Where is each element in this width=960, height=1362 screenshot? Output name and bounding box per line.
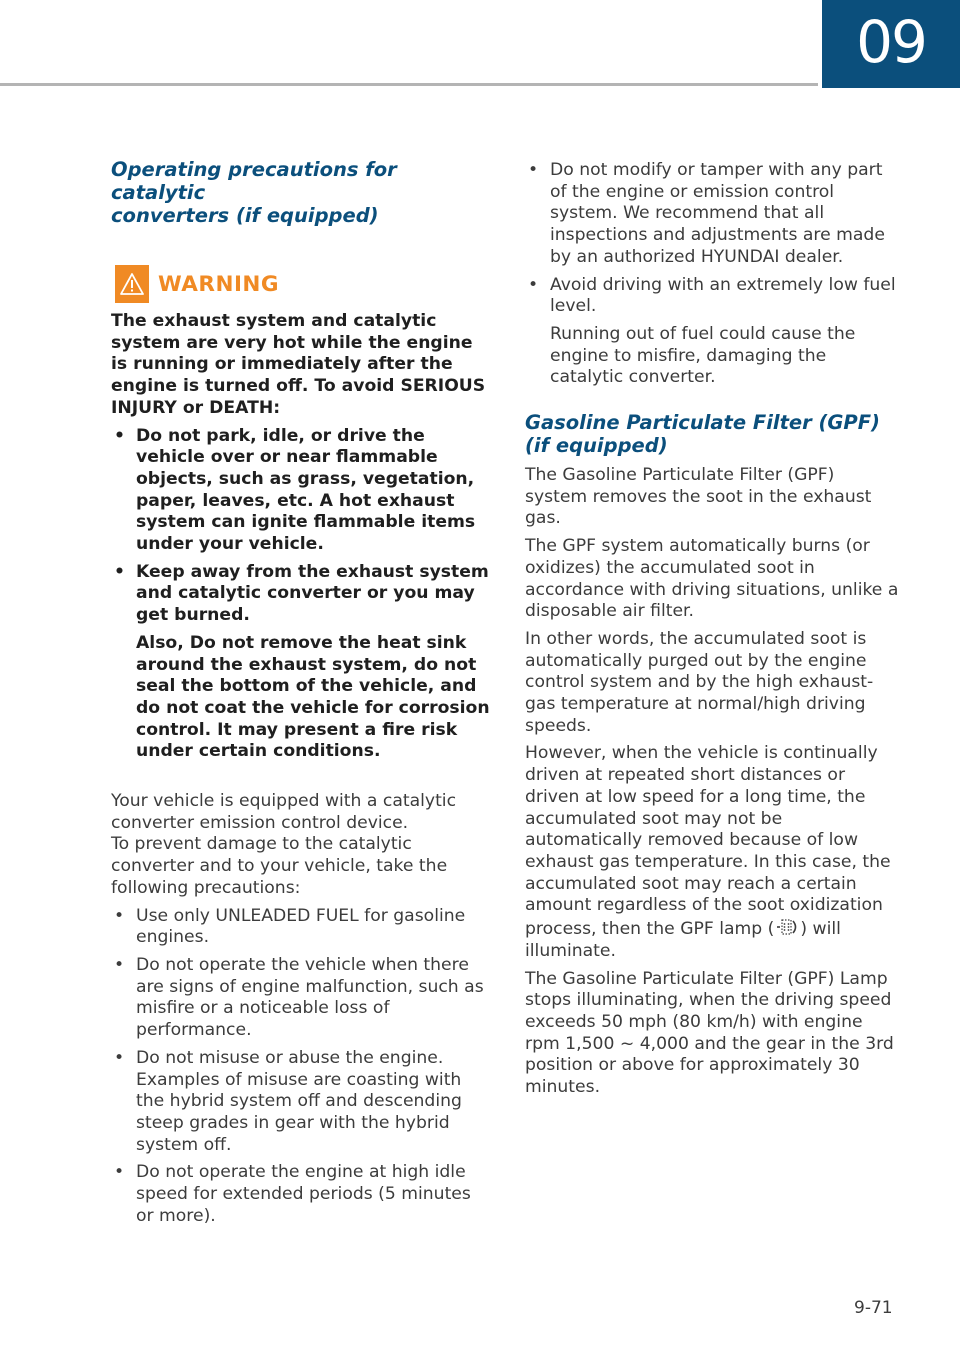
gpf-title-line1: Gasoline Particulate Filter (GPF) xyxy=(525,411,880,435)
body-paragraph xyxy=(525,743,900,962)
para4-text: However, when the vehicle is continually driven at repeated short distances or driven at low speed for a long time, the accumulated soot may not be automatically removed because of low exhaust gas temperature. In this case, the accumulated soot may reach a certain amount regardless of the soot oxidization process, then the GPF lamp xyxy=(525,743,891,940)
bullet-followup: Running out of fuel could cause the engine to misfire, damaging the catalytic converter. xyxy=(550,323,856,388)
right-column xyxy=(525,160,900,1099)
body-paragraph: In other words, the accumulated soot is automatically purged out by the engine control system and by the high exhaust-gas temperature at normal/high driving speeds. xyxy=(525,628,874,736)
page-number: 9-71 xyxy=(854,1298,893,1318)
left-column xyxy=(111,158,493,1227)
list-item: • Avoid driving with an extremely low fuel level. xyxy=(525,275,900,318)
body-paragraph: To prevent damage to the catalytic converter and to your vehicle, take the following precautions: xyxy=(111,834,448,898)
precautions-list-continued xyxy=(525,160,900,318)
warning-followup: Also, Do not remove the heat sink around the exhaust system, do not seal the bottom of the vehicle, and do not coat the vehicle for corrosion control. It may present a fire risk under certain conditions. xyxy=(136,632,490,762)
warning-header xyxy=(115,265,493,303)
list-item: • Do not operate the vehicle when there are signs of engine malfunction, such as misfire or a noticeable loss of performance. xyxy=(111,955,493,1042)
gpf-title-line2: (if equipped) xyxy=(525,434,668,458)
warning-bullet: • Do not park, idle, or drive the vehicle over or near flammable objects, such as grass, vegetation, paper, leaves, etc. A hot exhaust system can ignite flammable items under your vehicle. xyxy=(111,426,493,556)
precautions-list xyxy=(111,906,493,1228)
list-item: • Use only UNLEADED FUEL for gasoline engines. xyxy=(111,906,493,949)
warning-bullet: • Keep away from the exhaust system and catalytic converter or you may get burned. xyxy=(111,562,493,627)
list-item: • Do not misuse or abuse the engine. Examples of misuse are coasting with the hybrid system off and descending steep grades in gear with the hybrid system off. xyxy=(111,1048,493,1157)
gpf-section-title xyxy=(525,411,900,457)
chapter-tab xyxy=(822,0,960,88)
gpf-lamp-icon xyxy=(774,917,800,937)
catalytic-section-title xyxy=(111,158,493,227)
warning-label: WARNING xyxy=(158,271,280,297)
catalytic-title-line2: converters (if equipped) xyxy=(111,204,379,227)
list-item: • Do not modify or tamper with any part of the engine or emission control system. We recommend that all inspections and adjustments are made by an authorized HYUNDAI dealer. xyxy=(525,160,900,269)
header-rule xyxy=(0,83,818,86)
chapter-number: 09 xyxy=(856,8,926,76)
warning-triangle-icon xyxy=(115,265,149,303)
warning-body xyxy=(111,311,493,763)
para4-close: ) will illuminate. xyxy=(525,919,841,961)
catalytic-title-line1: Operating precautions for catalytic xyxy=(111,158,397,204)
list-item: • Do not operate the engine at high idle speed for extended periods (5 minutes or more). xyxy=(111,1162,493,1227)
body-paragraph: Your vehicle is equipped with a catalytic converter emission control device. xyxy=(111,791,457,833)
warning-intro: The exhaust system and catalytic system are very hot while the engine is running or immediately after the engine is turned off. To avoid SERIOUS INJURY or DEATH: xyxy=(111,311,486,418)
body-paragraph: The GPF system automatically burns (or oxidizes) the accumulated soot in accordance with driving situations, unlike a disposable air filter. xyxy=(525,536,899,622)
body-paragraph: The Gasoline Particulate Filter (GPF) system removes the soot in the exhaust gas. xyxy=(525,465,872,529)
body-paragraph: The Gasoline Particulate Filter (GPF) Lamp stops illuminating, when the driving speed exceeds 50 mph (80 km/h) with engine rpm 1,500 ~ 4,000 and the gear in the 3rd position or above for approximately 30 minutes. xyxy=(525,968,894,1098)
para4-open: ( xyxy=(767,919,775,940)
